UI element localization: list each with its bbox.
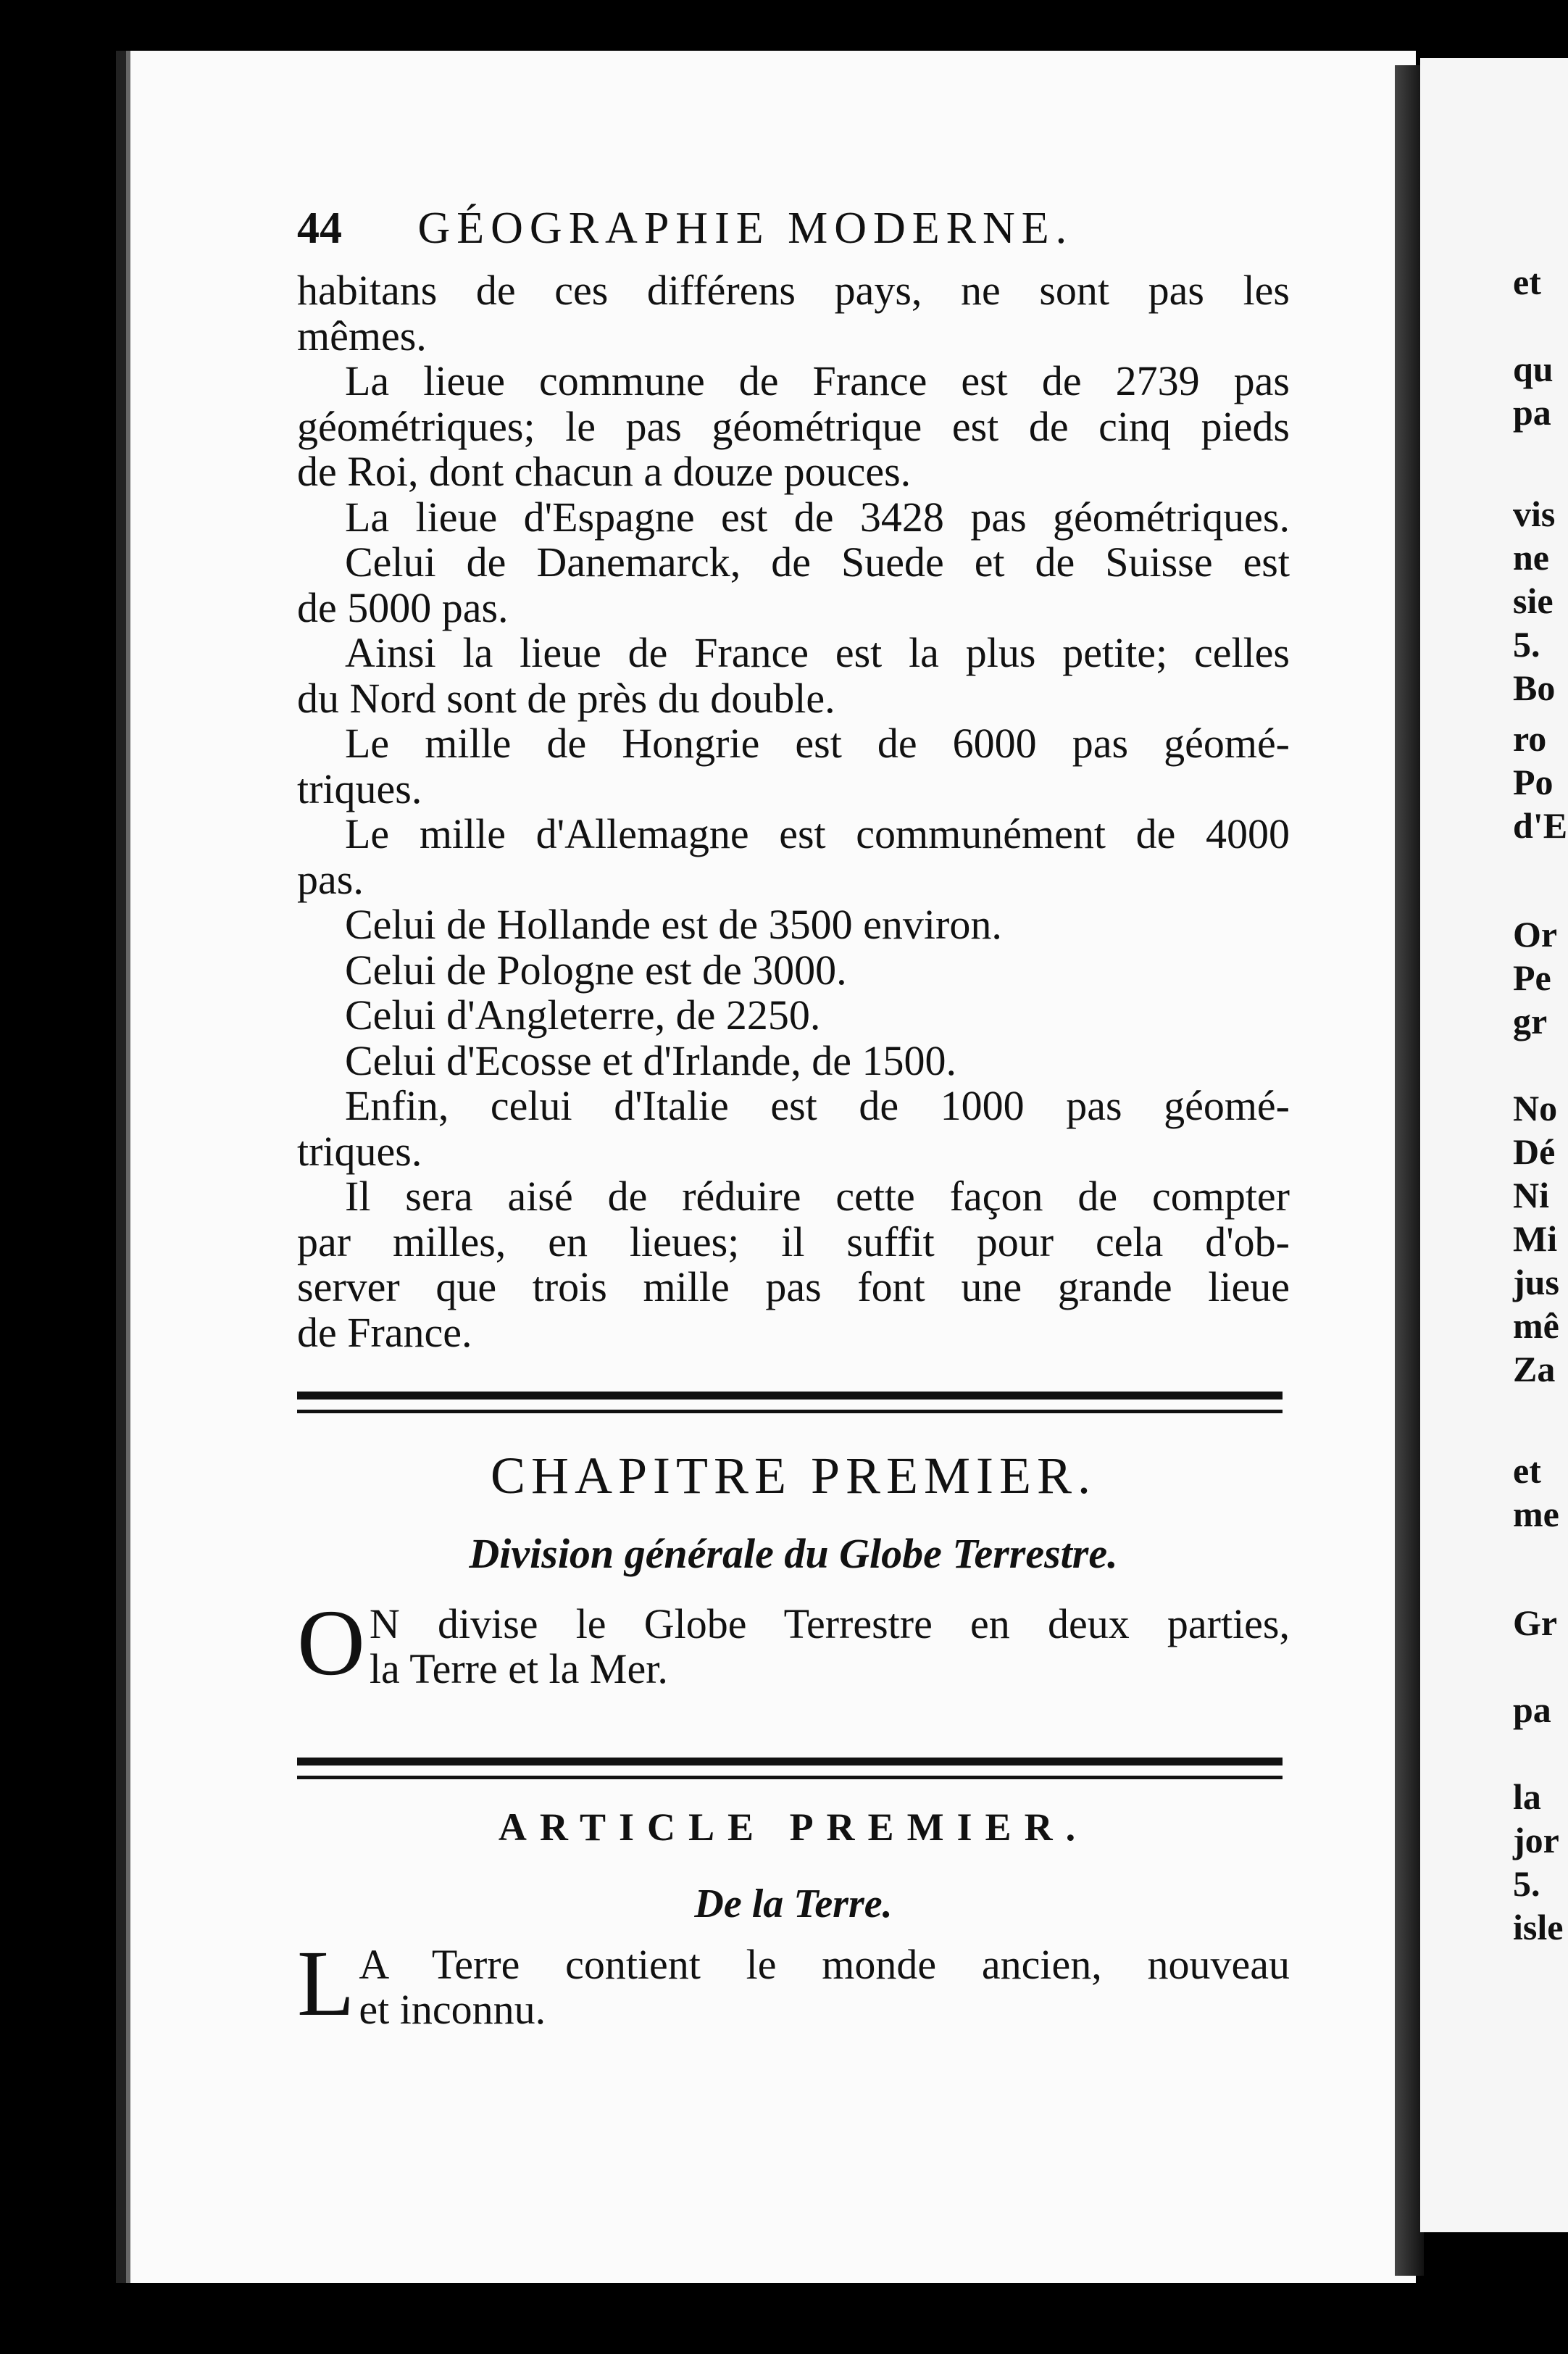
text-line: la Terre et la Mer.	[369, 1645, 668, 1692]
adjacent-page-fragment: et	[1513, 1450, 1541, 1491]
adjacent-page-fragment: vis	[1513, 494, 1556, 534]
chapter-subtitle: Division générale du Globe Terrestre.	[469, 1530, 1118, 1577]
adjacent-page-fragment: jor	[1513, 1820, 1559, 1860]
text-line: Enfin, celui d'Italie est de 1000 pas géomé-	[345, 1082, 1290, 1129]
adjacent-page-fragment: Dé	[1513, 1131, 1556, 1172]
text-line: La lieue commune de France est de 2739 pas	[345, 357, 1290, 404]
text-line: Celui de Pologne est de 3000.	[345, 946, 847, 994]
adjacent-page-fragment: d'E	[1513, 805, 1568, 846]
adjacent-page-fragment: me	[1513, 1494, 1559, 1534]
text-line: et inconnu.	[359, 1986, 546, 2033]
adjacent-page-fragment: pa	[1513, 392, 1551, 433]
adjacent-page-fragment: Po	[1513, 762, 1554, 802]
page-gutter	[1395, 65, 1424, 2276]
adjacent-page-fragment: la	[1513, 1776, 1541, 1817]
text-line: géométriques; le pas géométrique est de cinq pieds	[297, 402, 1290, 450]
running-head	[297, 203, 1290, 254]
adjacent-page-fragment: Gr	[1513, 1602, 1558, 1643]
section-divider	[297, 1758, 1283, 1779]
adjacent-page-fragment: sie	[1513, 581, 1554, 621]
text-line: de France.	[297, 1308, 472, 1356]
text-line: de 5000 pas.	[297, 583, 509, 631]
text-line: A Terre contient le monde ancien, nouveau	[359, 1941, 1290, 1988]
adjacent-page-fragment: gr	[1513, 1001, 1548, 1041]
drop-cap: L	[297, 1931, 355, 2036]
text-line: mêmes.	[297, 312, 427, 359]
text-line: du Nord sont de près du double.	[297, 674, 835, 722]
text-line: par milles, en lieues; il suffit pour cela d'ob-	[297, 1218, 1290, 1265]
adjacent-page-fragment: Za	[1513, 1349, 1556, 1389]
section-divider	[297, 1392, 1283, 1413]
text-line: Il sera aisé de réduire cette façon de compter	[345, 1173, 1290, 1220]
running-head-title: GÉOGRAPHIE MODERNE.	[417, 204, 1074, 253]
text-line: pas.	[297, 855, 364, 903]
text-line: Le mille d'Allemagne est communément de 4000	[345, 810, 1290, 857]
adjacent-page-fragment: ne	[1513, 537, 1549, 578]
text-line: N divise le Globe Terrestre en deux parties,	[369, 1600, 1290, 1647]
text-line: Celui de Hollande est de 3500 environ.	[345, 901, 1002, 948]
article-subtitle: De la Terre.	[694, 1881, 893, 1926]
text-line: Celui d'Ecosse et d'Irlande, de 1500.	[345, 1036, 956, 1084]
text-line: Le mille de Hongrie est de 6000 pas géomé-	[345, 720, 1290, 767]
adjacent-page-fragment: qu	[1513, 349, 1554, 389]
adjacent-page-fragment: Or	[1513, 914, 1558, 955]
adjacent-page-fragment: Mi	[1513, 1218, 1558, 1259]
adjacent-page-fragment: jus	[1513, 1262, 1559, 1302]
text-line: triques.	[297, 765, 422, 812]
adjacent-page-fragment: ro	[1513, 718, 1547, 759]
article-title: ARTICLE PREMIER.	[498, 1805, 1089, 1849]
intro-text	[297, 268, 1290, 1355]
adjacent-page-fragment: Bo	[1513, 667, 1556, 708]
drop-cap: O	[297, 1591, 365, 1695]
adjacent-page-fragment: Ni	[1513, 1175, 1549, 1215]
adjacent-page-fragment: 5.	[1513, 1863, 1540, 1904]
adjacent-page-fragment: 5.	[1513, 624, 1540, 665]
article-paragraph	[297, 1931, 1290, 2036]
adjacent-page-fragment: isle	[1513, 1907, 1564, 1947]
adjacent-page-fragment: Pe	[1513, 957, 1551, 998]
adjacent-page-fragment: et	[1513, 262, 1541, 302]
text-line: de Roi, dont chacun a douze pouces.	[297, 448, 912, 495]
text-line: triques.	[297, 1127, 422, 1175]
adjacent-page-fragment: pa	[1513, 1689, 1551, 1730]
page-number: 44	[297, 204, 342, 253]
text-line: La lieue d'Espagne est de 3428 pas géométriques.	[345, 493, 1290, 541]
text-line: server que trois mille pas font une grande lieue	[297, 1263, 1290, 1310]
adjacent-page	[1420, 58, 1568, 2232]
adjacent-page-fragment: mê	[1513, 1305, 1559, 1346]
text-line: Ainsi la lieue de France est la plus petite; celles	[345, 629, 1290, 676]
text-line: Celui d'Angleterre, de 2250.	[345, 991, 821, 1039]
chapter-paragraph	[297, 1591, 1290, 1695]
adjacent-page-fragment: No	[1513, 1088, 1558, 1128]
text-line: Celui de Danemarck, de Suede et de Suisse est	[345, 538, 1290, 586]
chapter-title: CHAPITRE PREMIER.	[490, 1447, 1097, 1505]
text-line: habitans de ces différens pays, ne sont pas les	[297, 267, 1290, 314]
